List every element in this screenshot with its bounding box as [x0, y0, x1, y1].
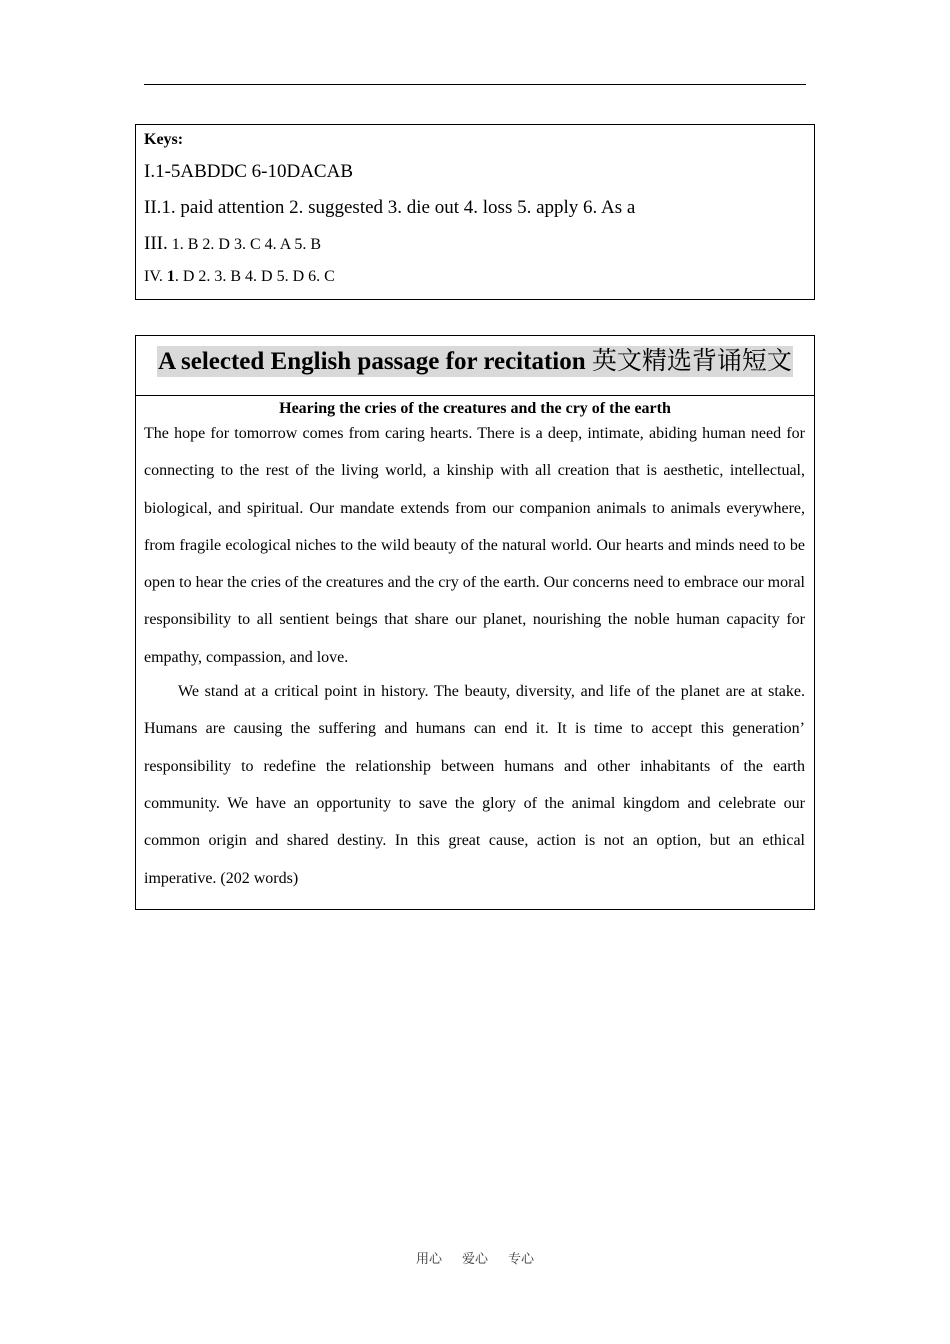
- footer-item-3: 专心: [508, 1252, 535, 1267]
- passage-paragraph-1: The hope for tomorrow comes from caring hearts. There is a deep, intimate, abiding human need for connecting to the rest of the living world, a kinship with all creation that is aesthetic, intellectual, biological, and spiritual. Our mandate extends from our companion animals to animals everywhere, from fragile ecological niches to the wild beauty of the natural world. Our hearts and minds need to be open to hear the cries of the creatures and the cry of the earth. Our concerns need to embrace our moral responsibility to all sentient beings that share our planet, nourishing the noble human capacity for empathy, compassion, and love.: [144, 425, 805, 666]
- footer-item-2: 爱心: [461, 1252, 488, 1267]
- passage-heading-english: A selected English passage for recitation: [158, 348, 592, 375]
- passage-heading-chinese: 英文精选背诵短文: [591, 346, 792, 375]
- keys-line-4-bold-number: 1: [166, 268, 175, 285]
- header-rule: [144, 84, 806, 85]
- keys-line-3: [144, 233, 321, 255]
- page-footer: [0, 1248, 950, 1267]
- keys-line-4-answers: . D 2. 3. B 4. D 5. D 6. C: [174, 268, 335, 285]
- keys-line-3-numeral: III.: [144, 233, 168, 254]
- keys-line-4: [144, 268, 335, 286]
- answer-keys-box: [135, 124, 815, 300]
- footer-item-1: 用心: [415, 1252, 442, 1267]
- passage-heading: [157, 346, 793, 377]
- keys-title: Keys:: [144, 131, 184, 148]
- passage-heading-cell: [136, 336, 814, 396]
- passage-body: [136, 415, 814, 897]
- keys-line-2: II.1. paid attention 2. suggested 3. die out 4. loss 5. apply 6. As a: [144, 197, 636, 218]
- keys-line-4-numeral: IV.: [144, 268, 167, 285]
- passage-paragraph-2: We stand at a critical point in history. The beauty, diversity, and life of the planet are at stake. Humans are causing the suffering and humans can end it. It is time to accept this generation’ responsibility to redefine the relationship between humans and other inhabitants of the earth community. We have an opportunity to save the glory of the animal kingdom and celebrate our common origin and shared destiny. In this great cause, action is not an option, but an ethical imperative. (202 words): [144, 683, 805, 887]
- passage-subtitle: Hearing the cries of the creatures and the cry of the earth: [279, 400, 671, 417]
- keys-line-1: I.1-5ABDDC 6-10DACAB: [144, 161, 353, 182]
- keys-line-3-answers: 1. B 2. D 3. C 4. A 5. B: [167, 236, 322, 253]
- recitation-passage-box: [135, 335, 815, 910]
